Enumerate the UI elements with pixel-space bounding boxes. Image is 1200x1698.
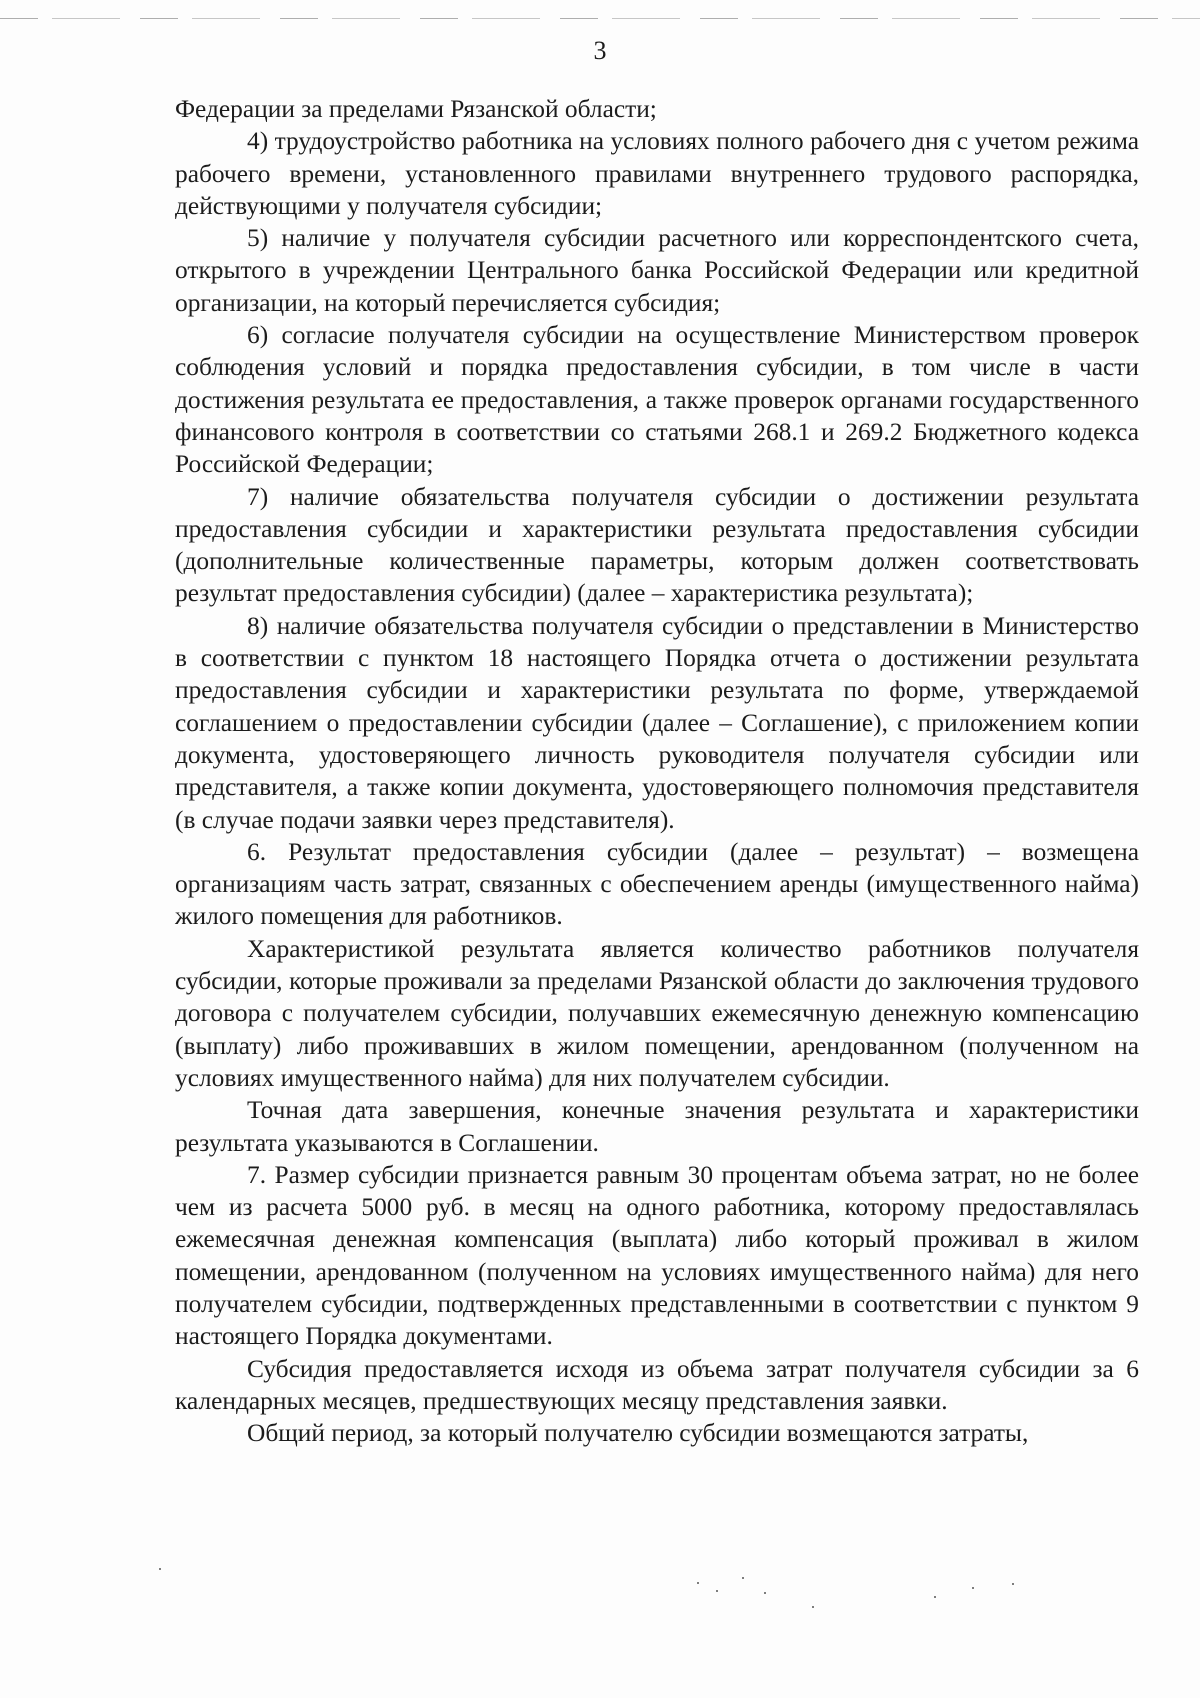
paragraph-continuation: Федерации за пределами Рязанской области; [175,95,657,123]
document-body [175,93,1139,1449]
page-number: 3 [593,36,607,65]
paragraph-section-7: 7. Размер субсидии признается равным 30 процентам объема затрат, но не более чем из расчета 5000 руб. в месяц на одного работника, которому предоставлялась ежемесячная денежная компенсация (выплата) либо который проживал в жилом помещении, арендованном (полученном на условиях имущественного найма) для него получателем субсидии, подтвержденных представленными в соответствии с пунктом 9 настоящего Порядка документами. [175,1160,1139,1351]
scan-speck [812,1606,814,1608]
scan-speck [934,1596,936,1598]
scan-speck [716,1590,718,1592]
paragraph-item-4: 4) трудоустройство работника на условиях полного рабочего дня с учетом режима рабочего времени, установленного правилами внутреннего трудового распорядка, действующими у получателя субсидии; [175,127,1139,220]
paragraph-result-characteristic: Характеристикой результата является количество работников получателя субсидии, которые проживали за пределами Рязанской области до заключения трудового договора с получателем субсидии, получавших ежемесячную денежную компенсацию (выплату) либо проживавших в жилом помещении, арендованном (полученном на условиях имущественного найма) для них получателем субсидии. [175,934,1139,1092]
paragraph-item-5: 5) наличие у получателя субсидии расчетного или корреспондентского счета, открытого в учреждении Центрального банка Российской Федерации или кредитной организации, на который перечисляется субсидия; [175,224,1139,317]
scan-speck [159,1568,161,1570]
scan-speck [1012,1583,1014,1585]
scan-edge-line [0,18,1200,19]
scan-speck [697,1582,699,1584]
paragraph-subsidy-basis: Субсидия предоставляется исходя из объема затрат получателя субсидии за 6 календарных месяцев, предшествующих месяцу представления заявки. [175,1354,1139,1415]
paragraph-item-8: 8) наличие обязательства получателя субсидии о представлении в Министерство в соответствии с пунктом 18 настоящего Порядка отчета о достижении результата предоставления субсидии и характеристики результата по форме, утверждаемой соглашением о предоставлении субсидии (далее – Соглашение), с приложением копии документа, удостоверяющего личность руководителя получателя субсидии или представителя, а также копии документа, удостоверяющего полномочия представителя (в случае подачи заявки через представителя). [175,611,1139,834]
paragraph-total-period: Общий период, за который получателю субсидии возмещаются затраты, [247,1419,1029,1448]
scan-speck [742,1577,744,1579]
paragraph-item-7: 7) наличие обязательства получателя субсидии о достижении результата предоставления субсидии и характеристики результата предоставления субсидии (дополнительные количественные параметры, которым должен соответствовать результат предоставления субсидии) (далее – характеристика результата); [175,482,1139,608]
paragraph-section-6: 6. Результат предоставления субсидии (далее – результат) – возмещена организациям часть затрат, связанных с обеспечением аренды (имущественного найма) жилого помещения для работников. [175,837,1139,931]
scan-speck [972,1587,974,1589]
paragraph-item-6: 6) согласие получателя субсидии на осуществление Министерством проверок соблюдения условий и порядка предоставления субсидии, в том числе в части достижения результата ее предоставления, а также проверок органами государственного финансового контроля в соответствии со статьями 268.1 и 269.2 Бюджетного кодекса Российской Федерации; [175,321,1139,479]
paragraph-completion-date: Точная дата завершения, конечные значения результата и характеристики результата указываются в Соглашении. [175,1096,1139,1157]
scan-speck [764,1592,766,1594]
